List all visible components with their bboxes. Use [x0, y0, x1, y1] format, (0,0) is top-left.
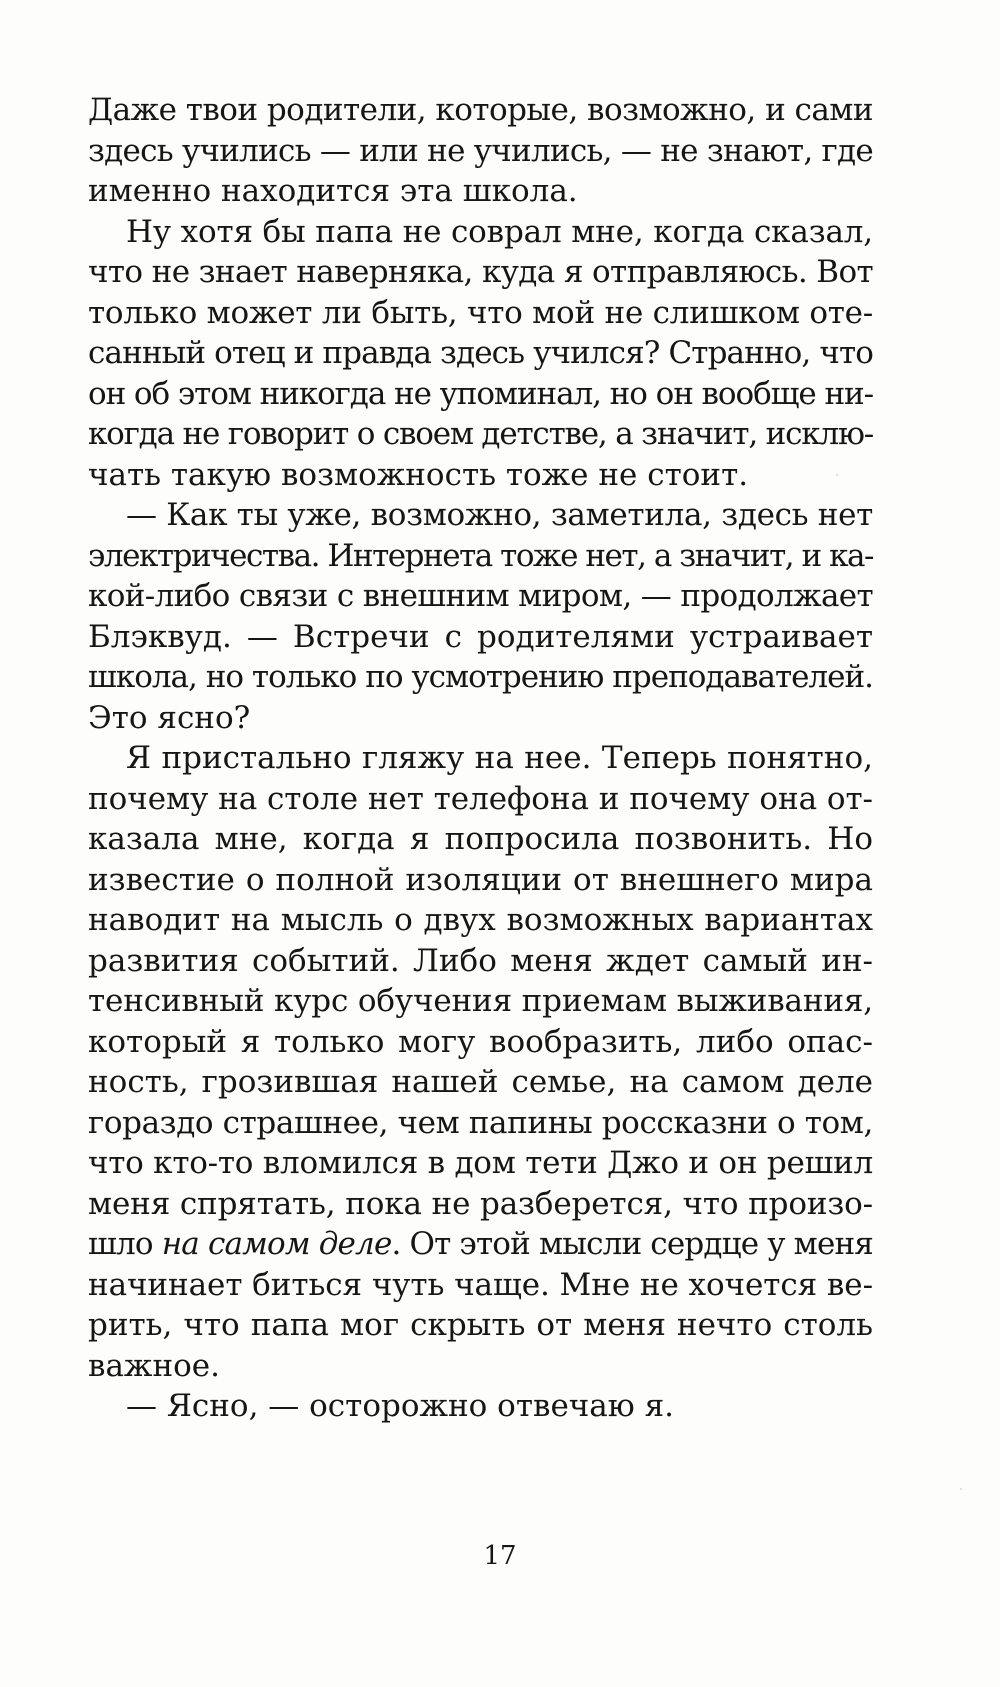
text-line: рить, что папа мог скрыть от меня нечто столь: [88, 1307, 873, 1343]
text-line: Это ясно?: [88, 699, 251, 736]
scan-speck: [836, 474, 838, 476]
text-line: Я пристально гляжу на нее. Теперь понятно,: [126, 740, 873, 776]
text-line: меня спрятать, пока не разберется, что произо-: [88, 1185, 873, 1222]
text-line: — Как ты уже, возможно, заметила, здесь нет: [126, 497, 873, 533]
text-line: кой-либо связи с внешним миром, — продолжает: [88, 578, 873, 614]
text-line: казала мне, когда я попросила позвонить. Но: [88, 821, 873, 857]
text-line: только может ли быть, что мой не слишком оте-: [88, 294, 873, 331]
text-line: развития событий. Либо меня ждет самый ин-: [88, 942, 873, 979]
text-line: — Ясно, — осторожно отвечаю я.: [126, 1388, 675, 1424]
text-line: почему на столе нет телефона и почему она от-: [88, 780, 873, 817]
text-line: известие о полной изоляции от внешнего мира: [88, 861, 873, 898]
text-line: чать такую возможность тоже не стоит.: [88, 456, 749, 493]
text-line: шло на самом деле. От этой мысли сердце у меня: [88, 1226, 874, 1262]
text-line: наводит на мысль о двух возможных вариантах: [88, 902, 873, 938]
scan-speck: [960, 1488, 962, 1490]
text-line: что кто-то вломился в дом тети Джо и он решил: [88, 1145, 874, 1181]
text-line: школа, но только по усмотрению преподавателей.: [88, 659, 873, 695]
emphasis-text: на самом деле: [161, 1226, 392, 1262]
text-line: Ну хотя бы папа не соврал мне, когда сказал,: [126, 213, 873, 250]
text-line: санный отец и правда здесь учился? Странно, что: [88, 335, 873, 371]
text-line: который я только могу вообразить, либо опас-: [88, 1023, 873, 1060]
text-line: Даже твои родители, которые, возможно, и сами: [88, 92, 874, 128]
body-text: [88, 90, 873, 1427]
text-line: Блэквуд. — Встречи с родителями устраивает: [88, 618, 873, 655]
text-line: когда не говорит о своем детстве, а значит, исклю-: [88, 416, 874, 452]
text-line: именно находится эта школа.: [88, 173, 578, 209]
text-line: важное.: [88, 1347, 220, 1384]
text-line: ность, грозившая нашей семье, на самом деле: [88, 1064, 873, 1100]
text-line: гораздо страшнее, чем папины россказни о том,: [88, 1104, 873, 1141]
text-line: электричества. Интернета тоже нет, а значит, и ка-: [88, 537, 874, 574]
text-line: он об этом никогда не упоминал, но он вообще ни-: [88, 375, 874, 412]
text-line: тенсивный курс обучения приемам выживания,: [88, 983, 874, 1019]
text-line: здесь учились — или не учились, — не знают, где: [88, 132, 873, 169]
page-number: 17: [483, 1541, 517, 1571]
text-line: начинает биться чуть чаще. Мне не хочется ве-: [88, 1266, 873, 1303]
text-line: что не знает наверняка, куда я отправляюсь. Вот: [88, 254, 874, 290]
